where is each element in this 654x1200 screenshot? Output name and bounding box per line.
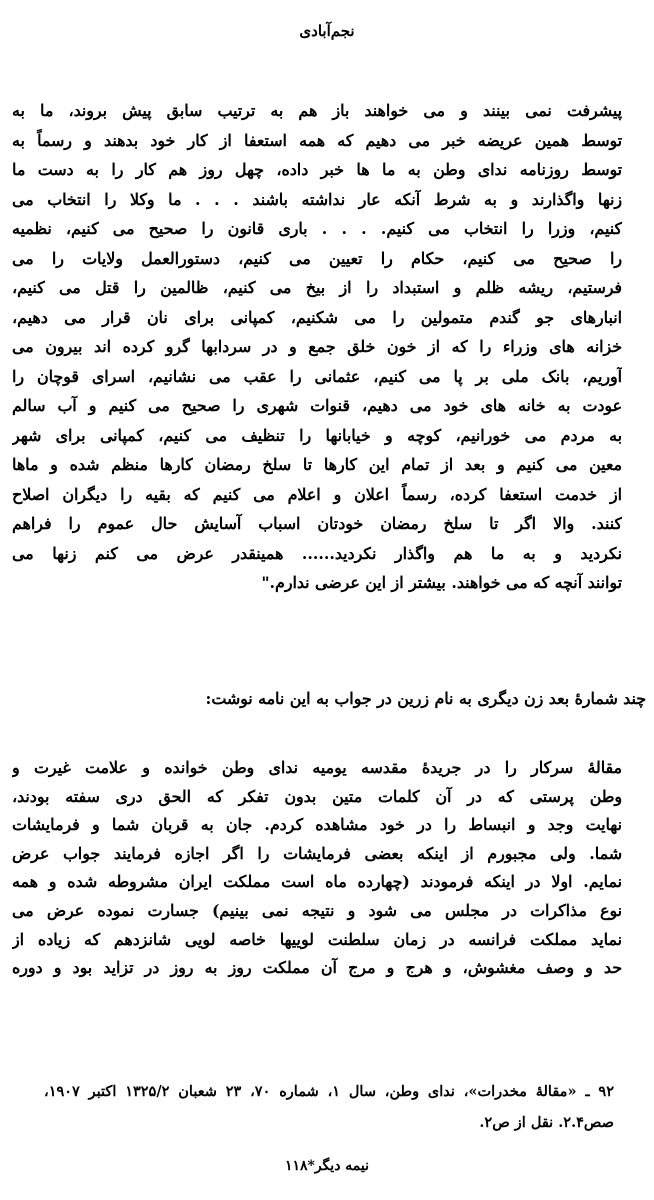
text-line: نهایت وجد و انبساط را در خود مشاهده کردم. جان به قربان شما و فرمایشات: [12, 815, 622, 835]
reply-paragraph: [12, 754, 622, 983]
text-line: از خدمت استعفا کرده، رسماً اعلان و اعلام می کنیم که بقیه را دیگران اصلاح: [12, 484, 622, 504]
text-line: صص۲.۴. نقل از ص۲.: [479, 1114, 614, 1131]
text-line: توسط همین عریضه خبر می دهیم که همه استعفا از کار خود بدهند و رسماً به: [12, 130, 622, 150]
text-line: را صحیح می کنیم، حکام را تعیین می کنیم، دستورالعمل ولایات را می: [12, 248, 622, 268]
text-line: نکردید و به ما هم واگذار نکردید...... همینقدر عرض می کنم زنها می: [12, 543, 622, 563]
running-footer: نیمه دیگر*۱۱۸: [284, 1158, 370, 1174]
text-line: معین می کنیم و بعد از تمام این کارها تا سلخ رمضان کارها منظم شده و ماها: [12, 455, 622, 474]
letter-paragraph: [12, 96, 622, 598]
text-line: حد و وصف مغشوش، و هرج و مرج آن مملکت روز به روز در تزاید بود و دوره: [12, 958, 622, 978]
text-line: زنها واگذارند و به شرط آنکه عار نداشته باشند . . . ما وکلا را انتخاب می: [12, 189, 622, 209]
text-line: آوریم، بانک ملی بر پا می کنیم، عثمانی را عقب می نشانیم، اسرای قوچان را: [12, 366, 622, 386]
running-header: نجم‌آبادی: [299, 22, 355, 40]
text-line: نوع مذاکرات در مجلس می شود و نتیجه نمی بینیم) جسارت نموده عرض می: [12, 900, 622, 920]
text-line: شما. ولی مجبورم از اینکه بعضی فرمایشات را اگر اجازه فرمایند جواب عرض: [12, 843, 622, 863]
text-line: به مردم می خورانیم، کوچه و خیابانها را تنظیف می کنیم، کمپانی برای شهر: [12, 425, 622, 445]
intro-line: چند شمارهٔ بعد زن دیگری به نام زرین در جواب به این نامه نوشت:: [205, 689, 646, 708]
text-line: پیشرفت نمی بینند و می خواهند باز هم به ترتیب سابق پیش بروند، ما به: [12, 101, 622, 120]
text-line: خزانه های وزراء را که از خون خلق جمع و در سردابها گرو کرده اند بیرون می: [12, 337, 622, 356]
text-line: عودت به خانه های خود می دهیم، قنوات شهری را صحیح می کنیم و آب سالم: [12, 396, 622, 415]
text-line: وطن پرستی که در آن کلمات متین بدون تفکر که الحق دری سفته بودند،: [12, 786, 622, 806]
footnote: [44, 1076, 614, 1138]
text-line: توسط روزنامه ندای وطن به ما ها خبر داده، چهل روز هم کار را به دست ما: [12, 160, 622, 179]
text-line: نمایم. اولا در اینکه فرمودند (چهارده ماه است مملکت ایران مشروطه شده و همه: [12, 872, 622, 892]
text-line: توانند آنچه که می خواهند. بیشتر از این عرضی ندارم.": [261, 573, 622, 592]
text-line: انبارهای جو گندم متمولین را می شکنیم، کمپانی برای نان قرار می دهیم،: [12, 307, 622, 327]
text-line: کنیم، وزرا را انتخاب می کنیم. . . . باری قانون را صحیح می کنیم، نظمیه: [12, 219, 622, 238]
text-line: مقالهٔ سرکار را در جریدهٔ مقدسه یومیه ندای وطن خوانده و علامت غیرت و: [12, 758, 622, 777]
text-line: کنند. والا اگر تا سلخ رمضان خودتان اسباب آسایش حال عموم را فراهم: [12, 514, 622, 533]
text-line: فرستیم، ریشه ظلم و استبداد را از بیخ می کنیم، ظالمین را قتل می کنیم،: [12, 278, 622, 297]
text-line: ۹۲ ـ «مقالهٔ مخدرات»، ندای وطن، سال ۱، شماره ۷۰، ۲۳ شعبان ۱۳۲۵/۲ اکتبر ۱۹۰۷،: [44, 1083, 614, 1100]
text-line: نماید مملکت فرانسه در زمان سلطنت لوییها خاصه لویی شانزدهم که زیاده از: [12, 929, 622, 949]
